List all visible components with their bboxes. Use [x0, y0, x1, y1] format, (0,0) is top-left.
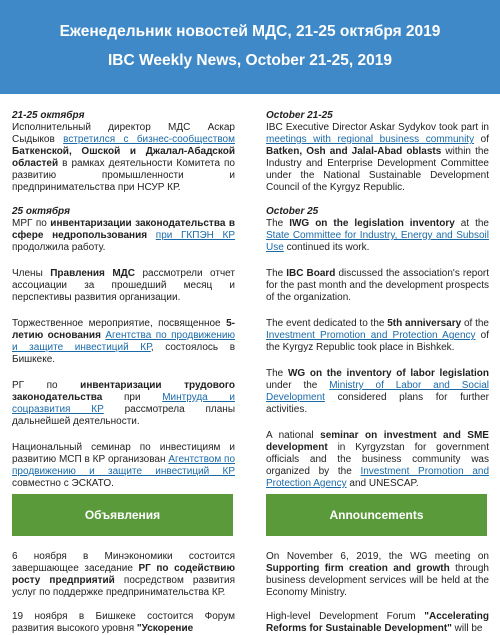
announcement-bold: РГ по содействию росту предприятий: [12, 563, 235, 586]
news-date: 25 октября: [12, 206, 71, 217]
news-link[interactable]: Investment Promotion and Protection Agency: [266, 466, 490, 489]
news-link[interactable]: Агентства по продвижению и защите инвестиций КР: [12, 330, 235, 353]
news-item-3-ru: [12, 268, 235, 304]
newsletter-header: [0, 0, 500, 94]
news-bold: инвентаризации трудового законодательства: [12, 380, 235, 403]
news-text: The event dedicated to the: [266, 318, 388, 329]
news-text: under the: [266, 380, 330, 391]
announcement-text: 6 ноября в Минэкономики состоится завершающее заседание: [12, 551, 235, 574]
news-text: in Kyrgyzstan for government officials and the business community was organized by the: [266, 442, 489, 477]
news-text: Национальный семинар по инвестициям и развитию МСП в КР организован: [12, 442, 235, 465]
news-bold: Баткенской, Ошской и Джалал-Абадской областей: [12, 146, 235, 169]
news-bold: IBC Board: [286, 268, 336, 279]
news-item-3-en: [266, 268, 489, 304]
announcement-1-ru: [12, 551, 235, 599]
announcement-text: 19 ноября в Бишкеке состоится Форум развития высокого уровня: [12, 611, 235, 634]
news-date: 21-25 октября: [12, 110, 85, 121]
news-text: of the Kyrgyz Republic took place in Bishkek.: [266, 330, 489, 353]
news-text: continued its work.: [283, 242, 370, 253]
news-bold: Batken, Osh and Jalal-Abad oblasts: [266, 146, 442, 157]
announcement-text: посредством развития услуг по поддержке предпринимательства КР.: [12, 575, 235, 598]
news-text: IBC Executive Director Askar Sydykov took part in: [266, 122, 489, 133]
announcement-text: On November 6, 2019, the WG meeting on: [266, 551, 489, 562]
announcements-column-russian: [12, 551, 235, 635]
news-item-5-en: [266, 368, 489, 416]
news-text: при: [102, 392, 163, 403]
news-text: The: [266, 368, 288, 379]
news-text: Члены: [12, 268, 51, 279]
announcement-2-en: [266, 611, 489, 635]
announcement-text: will be: [451, 623, 483, 634]
news-text: The: [266, 268, 287, 279]
news-text: , состоялось в Бишкеке.: [12, 342, 235, 365]
announcement-text: through business development services will be held at the Economy Ministry.: [266, 563, 489, 598]
news-link[interactable]: meetings with regional business community: [266, 134, 475, 145]
news-text: discussed the association's report for the past month and the development prospects of the organization.: [266, 268, 489, 303]
news-item-4-en: [266, 318, 489, 354]
announcements-banner-en: Announcements: [266, 494, 487, 536]
news-link[interactable]: встретился с бизнес-сообществом: [63, 134, 235, 145]
news-text: and UNESCAP.: [346, 478, 419, 489]
news-link[interactable]: Investment Promotion and Protection Agency: [266, 330, 476, 341]
announcement-bold: Supporting firm creation and growth: [266, 563, 450, 574]
news-bold: инвентаризации законодательства в сфере недропользования: [12, 218, 236, 241]
news-item-1-en: [266, 110, 489, 194]
title-english: IBC Weekly News, October 21-25, 2019: [107, 52, 393, 69]
news-text: продолжила работу.: [12, 242, 106, 253]
news-column-english: [266, 110, 489, 490]
news-text: рассмотрели отчет ассоциации за прошедший месяц и перспективы развития организации.: [12, 268, 235, 303]
news-text: within the Industry and Enterprise Development Committee under the National Sustainable Development Council of the Kyrgyz Republic.: [266, 146, 489, 193]
news-text: Торжественное мероприятие, посвященное: [12, 318, 227, 329]
announcement-1-en: [266, 551, 489, 599]
news-text: РГ по: [12, 380, 81, 391]
news-link[interactable]: Минтруда и соцразвития КР: [12, 392, 235, 415]
news-bold: IWG on the legislation inventory: [289, 218, 455, 229]
news-item-6-ru: [12, 442, 235, 490]
announcement-bold: "Accelerating Reforms for Sustainable Development": [266, 611, 489, 634]
news-link[interactable]: State Committee for Industry, Energy and Subsoil Use: [266, 230, 489, 253]
news-item-4-ru: [12, 318, 235, 366]
news-text: рассмотрела планы дальнейшей деятельности.: [12, 404, 236, 427]
news-link[interactable]: Ministry of Labor and Social Development: [266, 380, 489, 403]
news-item-2-ru: [12, 206, 235, 254]
announcement-bold: "Ускорение: [136, 623, 194, 634]
news-bold: seminar on investment and SME development: [266, 430, 489, 453]
news-text: МРГ по: [12, 218, 51, 229]
announcement-text: High-level Development Forum: [266, 611, 425, 622]
news-bold: Правления МДС: [50, 268, 136, 279]
news-text: of: [474, 134, 489, 145]
news-date: October 25: [266, 206, 319, 217]
announcements-banner-ru: Объявления: [12, 494, 233, 536]
news-text: considered plans for further activities.: [266, 392, 489, 415]
news-column-russian: [12, 110, 235, 490]
news-bold: 5th anniversary: [387, 318, 462, 329]
news-date: October 21-25: [266, 110, 333, 121]
news-text: The: [266, 218, 290, 229]
news-item-6-en: [266, 430, 489, 490]
news-link[interactable]: Агентством по продвижению и защите инвестиций КР: [12, 454, 236, 477]
news-text: of the: [461, 318, 489, 329]
news-bold: 5-летию основания: [12, 318, 235, 341]
news-item-5-ru: [12, 380, 235, 428]
news-link[interactable]: при ГКПЭН КР: [155, 230, 236, 241]
news-text: Исполнительный директор МДС Аскар Сыдыков: [12, 122, 235, 145]
news-item-2-en: [266, 206, 489, 254]
news-text: в рамках деятельности Комитета по развитию промышленности и предпринимательства при НСУР КР.: [12, 158, 235, 193]
news-bold: WG on the inventory of labor legislation: [287, 368, 490, 379]
news-text: A national: [266, 430, 321, 441]
news-text: совместно с ЭСКАТО.: [12, 478, 114, 489]
news-item-1-ru: [12, 110, 235, 194]
announcement-2-ru: [12, 611, 235, 635]
announcements-column-english: [266, 551, 489, 635]
news-text: at the: [454, 218, 489, 229]
title-russian: Еженедельник новостей МДС, 21-25 октября 2019: [59, 23, 441, 40]
